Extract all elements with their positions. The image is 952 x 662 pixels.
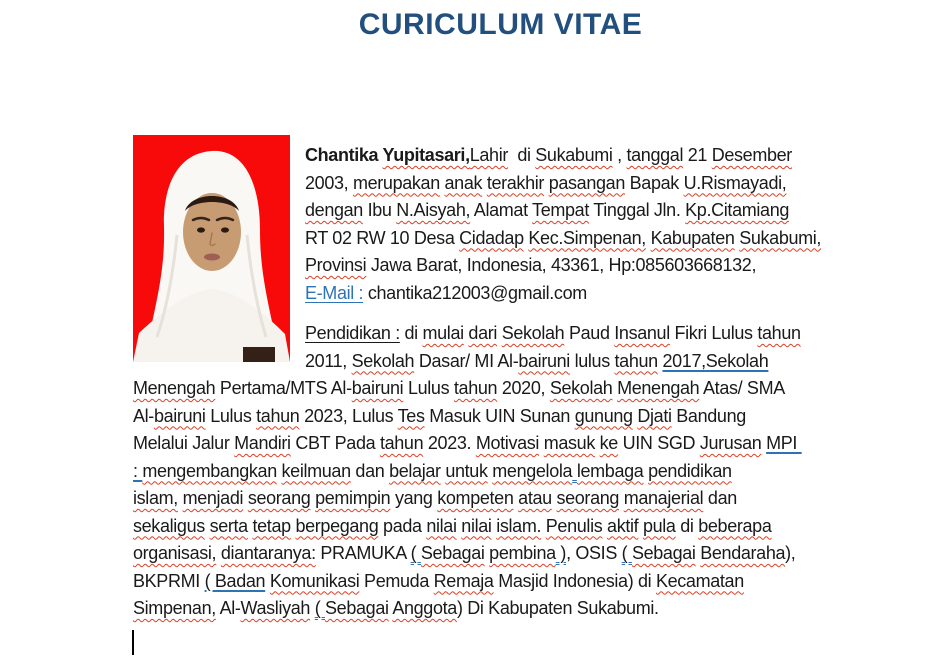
text-run: E-Mail :	[305, 282, 364, 303]
text-run: lembaga	[576, 460, 644, 481]
text-run: Sekolah	[549, 378, 613, 398]
text-run: 2003,	[305, 172, 353, 193]
text-run: diantaranya:	[220, 543, 316, 563]
text-run: RT 02 RW 10 Desa	[305, 227, 460, 248]
text-run: Fikri Lulus	[669, 323, 758, 343]
text-run: pasangan	[548, 172, 625, 193]
text-run: tahun	[614, 350, 658, 371]
text-run: pula	[642, 515, 676, 536]
text-run: seorang	[556, 488, 620, 508]
text-run: U.Rismayadi,	[683, 172, 787, 193]
text-run: Lahir	[469, 145, 509, 165]
text-run: Bandung	[671, 405, 746, 426]
text-line	[133, 403, 893, 431]
text-run: Tempat	[532, 200, 589, 220]
text-run: Masuk UIN Sunan	[424, 405, 575, 426]
text-run: pada	[378, 515, 427, 536]
text-run: Masjid Indonesia) di	[493, 570, 656, 591]
text-cursor	[132, 630, 134, 655]
text-run: Menengah	[133, 378, 216, 398]
paragraph-education	[133, 320, 893, 623]
text-run: Tinggal Jln.	[588, 200, 686, 220]
text-run: Chantika	[305, 145, 383, 165]
text-run: Pemuda	[359, 570, 434, 591]
text-run: tahun	[757, 323, 801, 343]
text-run: gunung	[574, 405, 633, 426]
text-run: Motivasi	[475, 433, 540, 453]
text-run: untuk	[445, 460, 488, 481]
text-run: Bapak	[624, 172, 684, 193]
text-line	[305, 170, 893, 198]
text-run: Kec.Simpenan,	[528, 227, 646, 248]
text-run: merupakan	[352, 172, 440, 193]
text-run: ( Badan	[204, 570, 266, 591]
text-run: pendidikan	[648, 460, 732, 481]
text-line	[305, 197, 893, 225]
text-run: Sekolah	[501, 323, 565, 343]
text-run: Desember	[711, 145, 792, 165]
text-run: di	[508, 145, 536, 165]
text-line	[133, 430, 893, 458]
text-run: pembina	[489, 543, 556, 563]
text-run: MPI	[766, 433, 802, 453]
text-run: tetap	[252, 515, 291, 536]
text-run: Dasar/ MI Al-	[414, 350, 519, 371]
text-run: Lulus	[403, 378, 454, 398]
text-run: ) Di Kabupaten Sukabumi.	[456, 598, 659, 618]
text-run: )	[555, 543, 567, 563]
text-run: Sebagai	[325, 598, 389, 618]
text-run: Atas/ SMA	[699, 378, 785, 398]
text-run: Sukabumi	[535, 145, 613, 165]
document-body[interactable]	[133, 135, 893, 623]
text-run: Insanul	[614, 323, 670, 343]
text-run: islam.	[496, 515, 542, 536]
text-run: CBT Pada	[290, 433, 380, 453]
text-run: nilai	[426, 515, 457, 536]
text-line	[133, 375, 893, 403]
text-run: Alamat	[470, 200, 533, 220]
text-run: seorang	[247, 488, 311, 508]
text-run: Sekolah	[351, 350, 415, 371]
text-run: manajerial	[623, 488, 704, 508]
text-run: berpegang	[295, 515, 379, 536]
text-run: Djati	[637, 405, 672, 426]
text-run: keilmuan	[281, 460, 351, 481]
text-line	[133, 513, 893, 541]
text-run: Cidadap	[459, 227, 524, 248]
text-line	[133, 540, 893, 568]
text-run: Sebagai	[420, 543, 485, 563]
text-line	[305, 348, 893, 376]
text-run: Yupitasari,	[382, 145, 470, 165]
text-run: dan	[350, 460, 390, 481]
text-line	[305, 252, 893, 280]
text-run: 2011,	[305, 350, 352, 371]
text-run: 21	[683, 145, 712, 165]
text-run: chantika212003@gmail.com	[363, 282, 587, 303]
text-run: bairuni	[351, 378, 404, 398]
text-run: masuk	[543, 433, 595, 453]
text-run: di	[675, 515, 699, 536]
text-run: ke	[599, 433, 618, 453]
text-run: tanggal	[626, 145, 684, 165]
text-run: Kecamatan	[655, 570, 744, 591]
text-run: Penulis	[545, 515, 603, 536]
text-run: dari	[468, 323, 498, 343]
text-run: di	[399, 323, 423, 343]
text-run: Jawa Barat, Indonesia, 43361, Hp:085603668132,	[366, 255, 757, 275]
text-run: 2020,	[497, 378, 550, 398]
text-run: ),	[785, 543, 796, 563]
text-run: serta	[209, 515, 248, 536]
text-run: Melalui Jalur	[133, 433, 235, 453]
text-line	[133, 485, 893, 513]
text-run: Pertama/MTS Al-	[215, 378, 352, 398]
text-run: Simpenan,	[133, 598, 216, 618]
text-run: aktif	[607, 515, 639, 536]
text-run: ,	[612, 145, 627, 165]
text-line	[133, 568, 893, 596]
text-run: Komunikasi	[269, 570, 360, 591]
text-run: dan	[703, 488, 737, 508]
text-run: 2017,Sekolah	[662, 350, 769, 371]
paragraph-intro	[133, 135, 893, 307]
text-line	[133, 458, 893, 486]
text-run: bairuni	[153, 405, 206, 426]
text-run: menjadi	[182, 488, 244, 508]
text-run: beberapa	[698, 515, 772, 536]
text-line	[305, 320, 893, 348]
text-run: N.Aisyah,	[396, 200, 471, 220]
text-run: Tes	[397, 405, 425, 426]
text-run: dengan	[305, 200, 363, 220]
text-run: terakhir	[486, 172, 545, 193]
text-run: Provinsi	[305, 255, 367, 275]
text-run: atau	[518, 488, 552, 508]
text-run: , OSIS	[566, 543, 622, 563]
text-run: Sukabumi,	[739, 227, 822, 248]
text-run: sekaligus	[133, 515, 205, 536]
text-run: Ibu	[362, 200, 397, 220]
text-run: tahun	[379, 433, 424, 453]
text-line	[133, 595, 893, 623]
text-run: Al-	[133, 405, 154, 426]
text-run: Mandiri	[234, 433, 291, 453]
text-run: Pendidikan :	[305, 323, 400, 343]
text-line	[305, 142, 893, 170]
text-run: yang	[390, 488, 438, 508]
text-run: BKPRMI	[133, 570, 205, 591]
text-run: 2023.	[423, 433, 476, 453]
document-title: CURICULUM VITAE	[358, 8, 643, 41]
text-run: kompeten	[437, 488, 514, 508]
text-run: islam,	[133, 488, 178, 508]
text-run: mengelola	[492, 460, 573, 481]
text-line	[305, 280, 893, 308]
text-run: pemimpin	[315, 488, 391, 508]
text-run: (	[621, 543, 632, 563]
text-run: Remaja	[433, 570, 494, 591]
text-run: 2023, Lulus	[299, 405, 398, 426]
text-run: nilai	[461, 515, 492, 536]
text-run: Jurusan	[699, 433, 762, 453]
text-run: Sebagai	[631, 543, 696, 563]
text-run: anak	[444, 172, 483, 193]
text-run: :	[133, 460, 143, 481]
text-run: Wasliyah	[240, 598, 311, 618]
text-line	[305, 225, 893, 253]
text-run: Anggota	[392, 598, 457, 618]
text-run: (	[314, 598, 326, 618]
text-run: mulai	[422, 323, 464, 343]
text-run: mengembangkan	[142, 460, 277, 481]
text-run: (	[410, 543, 421, 563]
text-run: tahun	[256, 405, 300, 426]
text-run: belajar	[389, 460, 441, 481]
text-run: Al-	[215, 598, 241, 618]
text-run: Paud	[564, 323, 615, 343]
text-run: Menengah	[617, 378, 700, 398]
text-run: lulus	[569, 350, 615, 371]
text-run: Kabupaten	[650, 227, 735, 248]
text-run: bairuni	[518, 350, 570, 371]
text-run: Kp.Citamiang	[685, 200, 790, 220]
text-run: organisasi,	[133, 543, 217, 563]
text-run: Lulus	[205, 405, 257, 426]
text-run: UIN SGD	[617, 433, 700, 453]
text-run: PRAMUKA	[315, 543, 411, 563]
text-run: Bendaraha	[700, 543, 786, 563]
text-run: tahun	[453, 378, 498, 398]
